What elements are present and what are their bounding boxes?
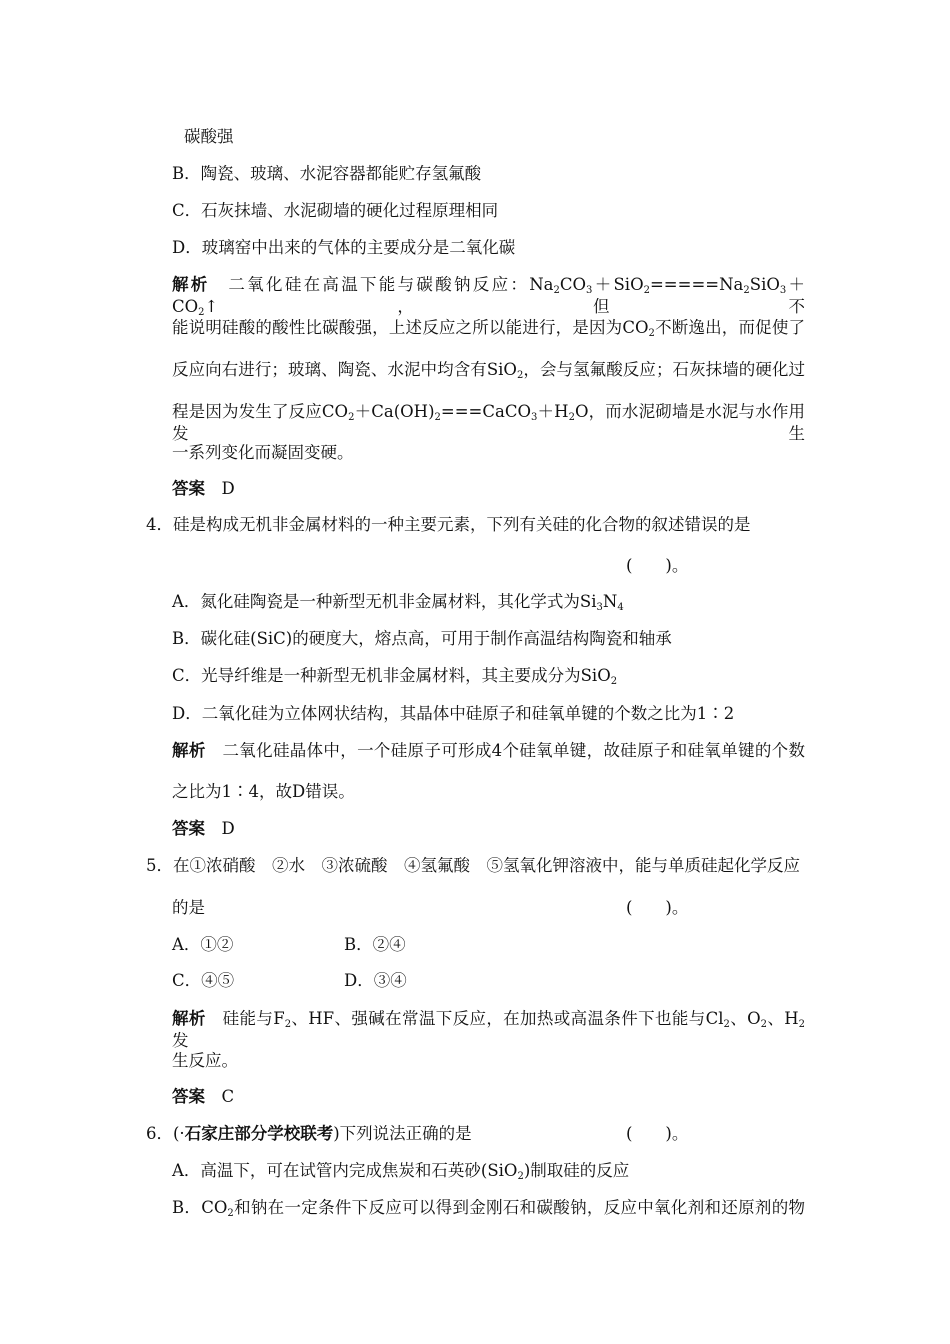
q6-option-a: A．高温下，可在试管内完成焦炭和石英砂(SiO$_2$)制取硅的反应: [172, 1161, 630, 1182]
q6-option-b: B．$CO_2$和钠在一定条件下反应可以得到金刚石和碳酸钠，反应中氧化剂和还原剂的物: [172, 1198, 806, 1219]
q5-option-d: D．③④: [344, 971, 407, 990]
q3-analysis-line-1: 解析 二氧化硅在高温下能与碳酸钠反应：$Na_2CO_3+SiO_2=====Na_2SiO_3+CO_2↑$，但不: [172, 275, 806, 318]
q4-option-a: A．氮化硅陶瓷是一种新型无机非金属材料，其化学式为$Si_3N_4$: [172, 592, 624, 613]
answer-value: D: [221, 479, 235, 498]
q5-analysis-line-2: 生反应。: [172, 1051, 238, 1070]
q3-analysis-line-5: 一系列变化而凝固变硬。: [172, 443, 354, 462]
q4-analysis-line-1: 解析 二氧化硅晶体中，一个硅原子可形成4个硅氧单键，故硅原子和硅氧单键的个数: [172, 741, 806, 760]
answer-value: C: [221, 1087, 235, 1106]
q4-stem: 4．硅是构成无机非金属材料的一种主要元素，下列有关硅的化合物的叙述错误的是: [146, 515, 751, 534]
q3-option-d: D．玻璃窑中出来的气体的主要成分是二氧化碳: [172, 238, 516, 257]
analysis-label: 解析: [172, 275, 210, 294]
q6-source: 石家庄部分学校联考: [184, 1124, 334, 1143]
q3-option-b: B．陶瓷、玻璃、水泥容器都能贮存氢氟酸: [172, 164, 482, 183]
answer-label: 答案: [172, 479, 205, 498]
q6-stem: 6．(·石家庄部分学校联考)下列说法正确的是: [146, 1124, 472, 1143]
analysis-label: 解析: [172, 1009, 206, 1028]
answer-value: D: [221, 819, 235, 838]
q5-stem-line-1: 5．在①浓硝酸 ②水 ③浓硫酸 ④氢氟酸 ⑤氢氧化钾溶液中，能与单质硅起化学反应: [146, 856, 800, 875]
q3-answer: [172, 478, 235, 500]
q5-answer-paren: ( )。: [626, 898, 689, 917]
q5-option-a: A．①②: [172, 935, 234, 954]
q4-option-d: D．二氧化硅为立体网状结构，其晶体中硅原子和硅氧单键的个数之比为1∶2: [172, 704, 735, 723]
q4-option-b: B．碳化硅(SiC)的硬度大，熔点高，可用于制作高温结构陶瓷和轴承: [172, 629, 672, 648]
q5-option-c: C．④⑤: [172, 971, 235, 990]
q3-analysis-line-3: 反应向右进行；玻璃、陶瓷、水泥中均含有SiO$_2$，会与氢氟酸反应；石灰抹墙的硬化过: [172, 360, 806, 381]
answer-label: 答案: [172, 1087, 205, 1106]
q3-option-a-continuation: 碳酸强: [184, 127, 234, 146]
q5-stem-line-2: 的是: [172, 898, 205, 917]
q4-answer: [172, 818, 235, 840]
q5-answer: [172, 1086, 234, 1108]
q4-option-c: C．光导纤维是一种新型无机非金属材料，其主要成分为SiO$_2$: [172, 666, 618, 687]
q3-analysis-line-4: 程是因为发生了反应$CO_2+Ca(OH)_2===CaCO_3+H_2O$，而水泥砌墙是水泥与水作用发生: [172, 402, 805, 443]
q4-answer-paren: ( )。: [626, 556, 689, 575]
q5-analysis-line-1: 解析 硅能与$F_2$、HF、强碱在常温下反应，在加热或高温条件下也能与$Cl_2$、$O_2$、$H_2$发: [172, 1009, 806, 1050]
answer-label: 答案: [172, 819, 205, 838]
q6-answer-paren: ( )。: [626, 1124, 689, 1143]
q5-option-b: B．②④: [344, 935, 406, 954]
analysis-label: 解析: [172, 741, 206, 760]
q3-option-c: C．石灰抹墙、水泥砌墙的硬化过程原理相同: [172, 201, 499, 220]
q4-analysis-line-2: 之比为1∶4，故D错误。: [172, 782, 355, 801]
q3-analysis-line-2: 能说明硅酸的酸性比碳酸强，上述反应之所以能进行，是因为$CO_2$不断逸出，而促使了: [172, 318, 806, 339]
